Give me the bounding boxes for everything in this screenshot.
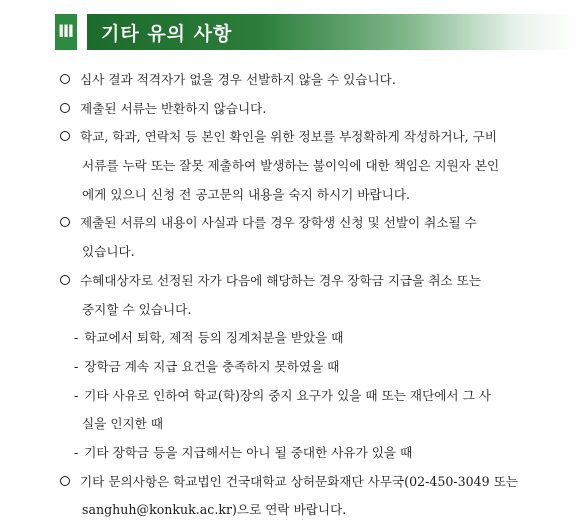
notice-text: 에게 있으니 신청 전 공고문의 내용을 숙지 하시기 바랍니다. [82, 186, 411, 202]
notice-line [60, 181, 540, 210]
notice-text: 실을 인지한 때 [82, 416, 163, 432]
notice-text: 제출된 서류는 반환하지 않습니다. [80, 100, 267, 116]
notice-text: 기타 사유로 인하여 학교(학)장의 중지 요구가 있을 때 또는 재단에서 그 사 [84, 387, 491, 403]
notice-line [60, 468, 540, 497]
section-header [55, 14, 577, 50]
dash-marker: - [74, 358, 79, 374]
section-title-bar [87, 14, 577, 50]
notice-line [60, 123, 540, 152]
circle-bullet-icon [60, 476, 70, 486]
notice-text: 기타 문의사항은 학교법인 건국대학교 상허문화재단 사무국(02-450-3049 또는 [80, 473, 519, 489]
notice-text: 기타 장학금 등을 지급해서는 아니 될 중대한 사유가 있을 때 [84, 444, 413, 460]
notice-text: 장학금 계속 지급 요건을 충족하지 못하였을 때 [84, 358, 340, 374]
circle-bullet-icon [60, 131, 70, 141]
notice-text: sanghuh@konkuk.ac.kr)으로 연락 바랍니다. [82, 502, 347, 518]
notice-line [60, 382, 540, 411]
notice-line [60, 209, 540, 238]
notice-text: 제출된 서류의 내용이 사실과 다를 경우 장학생 신청 및 선발이 취소될 수 [80, 215, 477, 231]
notice-line [60, 238, 540, 267]
notice-line [60, 95, 540, 124]
dash-marker: - [74, 387, 79, 403]
notice-list [60, 66, 540, 525]
header-gap [77, 14, 87, 50]
notice-text: 있습니다. [82, 244, 135, 260]
circle-bullet-icon [60, 103, 70, 113]
circle-bullet-icon [60, 74, 70, 84]
notice-text: 심사 결과 적격자가 없을 경우 선발하지 않을 수 있습니다. [80, 72, 396, 87]
dash-marker: - [74, 330, 79, 346]
notice-text: 서류를 누락 또는 잘못 제출하여 발생하는 불이익에 대한 책임은 지원자 본인 [82, 158, 500, 174]
section-number: Ⅲ [55, 14, 77, 50]
notice-line [60, 296, 540, 325]
notice-line [60, 66, 540, 95]
notice-line [60, 324, 540, 353]
notice-line [60, 267, 540, 296]
notice-line [60, 353, 540, 382]
notice-text: 수혜대상자로 선정된 자가 다음에 해당하는 경우 장학금 지급을 취소 또는 [80, 272, 481, 288]
section-title: 기타 유의 사항 [101, 22, 233, 45]
notice-line [60, 152, 540, 181]
dash-marker: - [74, 444, 79, 460]
notice-line [60, 496, 540, 525]
notice-text: 중지할 수 있습니다. [82, 301, 192, 317]
notice-line [60, 439, 540, 468]
notice-text: 학교, 학과, 연락처 등 본인 확인을 위한 정보를 부정확하게 작성하거나, 구비 [80, 129, 498, 145]
circle-bullet-icon [60, 275, 70, 285]
circle-bullet-icon [60, 217, 70, 227]
notice-text: 학교에서 퇴학, 제적 등의 징계처분을 받았을 때 [84, 330, 344, 346]
notice-line [60, 410, 540, 439]
